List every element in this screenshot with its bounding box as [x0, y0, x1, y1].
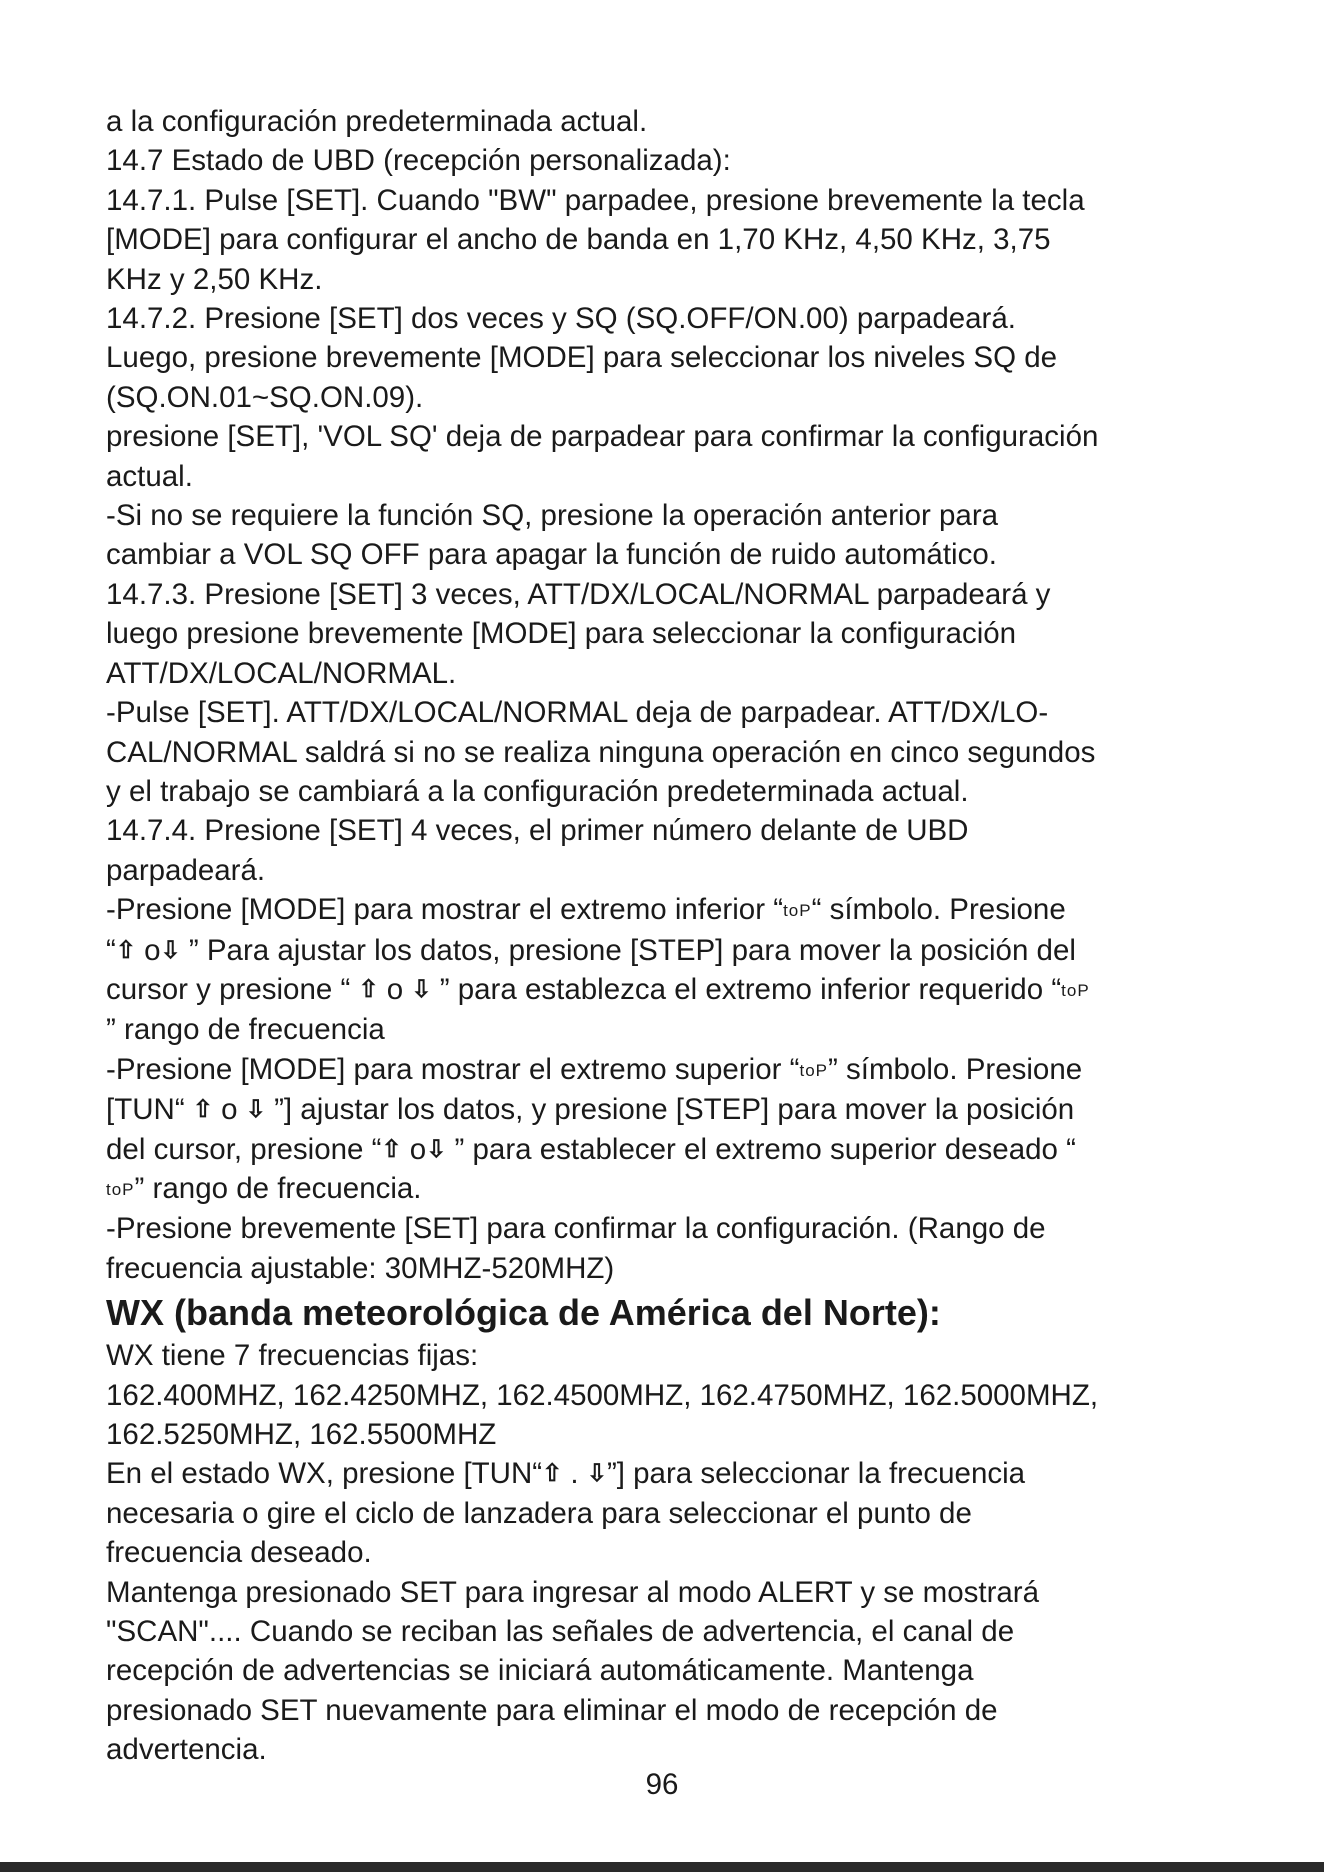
text-span: En el estado WX, presione [TUN“	[106, 1457, 543, 1491]
text-span: -Presione [MODE] para mostrar el extremo inferior “	[106, 893, 784, 927]
text-span: “ símbolo. Presione	[811, 893, 1066, 927]
text-line: -Presione brevemente [SET] para confirmar la configuración. (Rango de	[106, 1212, 1046, 1246]
text-span: ” símbolo. Presione	[828, 1052, 1083, 1086]
down-arrow-icon: ⇩	[411, 975, 432, 1003]
text-span: ” rango de frecuencia.	[134, 1171, 422, 1205]
text-span: ”] para seleccionar la frecuencia	[606, 1457, 1026, 1491]
text-line: advertencia.	[106, 1733, 267, 1767]
text-line: a la configuración predeterminada actual.	[106, 105, 648, 138]
text-span: o	[378, 972, 412, 1006]
up-arrow-icon: ⇧	[542, 1460, 563, 1488]
text-line: parpadeará.	[106, 853, 266, 887]
text-line: necesaria o gire el ciclo de lanzadera para seleccionar el punto de	[106, 1496, 972, 1530]
text-line: actual.	[106, 459, 193, 493]
intro-section	[106, 102, 1256, 890]
text-span: del cursor, presione “	[106, 1132, 382, 1166]
text-line	[106, 1010, 1256, 1049]
text-line: frecuencia deseado.	[106, 1536, 372, 1570]
wx-body	[106, 1494, 1256, 1770]
text-line: presione [SET], 'VOL SQ' deja de parpadear para confirmar la configuración	[106, 420, 1099, 454]
text-span: cursor y presione “	[106, 972, 359, 1006]
section-heading: WX (banda meteorológica de América del Norte):	[106, 1292, 941, 1334]
text-span: ”] ajustar los datos, y presione [STEP] para mover la posición	[265, 1093, 1075, 1127]
text-span: o	[212, 1093, 246, 1127]
text-line: ATT/DX/LOCAL/NORMAL.	[106, 656, 457, 690]
frequency-list: 162.400MHZ, 162.4250MHZ, 162.4500MHZ, 162.4750MHZ, 162.5000MHZ,	[106, 1378, 1099, 1412]
text-line: presionado SET nuevamente para eliminar el modo de recepción de	[106, 1693, 998, 1727]
text-line: 14.7.2. Presione [SET] dos veces y SQ (SQ.OFF/ON.00) parpadeará.	[106, 302, 1016, 336]
text-line	[106, 1454, 1256, 1493]
text-line: -Pulse [SET]. ATT/DX/LOCAL/NORMAL deja de parpadear. ATT/DX/LO-	[106, 696, 1049, 730]
text-line: recepción de advertencias se iniciará automáticamente. Mantenga	[106, 1654, 974, 1688]
text-span: ” para establecer el extremo superior deseado “	[446, 1132, 1076, 1166]
text-line: 14.7.3. Presione [SET] 3 veces, ATT/DX/LOCAL/NORMAL parpadeará y	[106, 577, 1051, 611]
text-line: [MODE] para configurar el ancho de banda en 1,70 KHz, 4,50 KHz, 3,75	[106, 223, 1051, 257]
text-line	[106, 1090, 1256, 1129]
frequency-list: 162.5250MHZ, 162.5500MHZ	[106, 1418, 497, 1451]
up-arrow-icon: ⇧	[192, 1096, 213, 1124]
seven-segment-top-symbol: toP	[106, 1179, 135, 1199]
text-span: [TUN“	[106, 1093, 193, 1127]
seven-segment-top-symbol: toP	[799, 1060, 828, 1080]
text-line: WX tiene 7 frecuencias fijas:	[106, 1339, 479, 1373]
up-arrow-icon: ⇧	[115, 936, 136, 964]
text-line: "SCAN".... Cuando se reciban las señales de advertencia, el canal de	[106, 1615, 1015, 1649]
bottom-divider	[0, 1862, 1324, 1872]
text-line	[106, 1050, 1256, 1090]
text-line: frecuencia ajustable: 30MHZ-520MHZ)	[106, 1251, 615, 1285]
page-number: 96	[645, 1768, 679, 1801]
up-arrow-icon: ⇧	[381, 1135, 402, 1163]
text-line	[106, 1130, 1256, 1169]
text-line	[106, 890, 1256, 930]
text-span: .	[562, 1457, 587, 1491]
text-line: Mantenga presionado SET para ingresar al modo ALERT y se mostrará	[106, 1575, 1040, 1609]
seven-segment-top-symbol: toP	[1061, 980, 1090, 1000]
down-arrow-icon: ⇩	[426, 1135, 447, 1163]
text-span: o	[135, 933, 161, 967]
down-arrow-icon: ⇩	[245, 1096, 266, 1124]
text-span: ” para establezca el extremo inferior requerido “	[431, 972, 1062, 1006]
text-line: 14.7 Estado de UBD (recepción personalizada):	[106, 144, 731, 178]
text-line: (SQ.ON.01~SQ.ON.09).	[106, 380, 424, 414]
text-span: ” Para ajustar los datos, presione [STEP] para mover la posición del	[180, 933, 1076, 967]
down-arrow-icon: ⇩	[586, 1460, 607, 1488]
text-line: y el trabajo se cambiará a la configuración predeterminada actual.	[106, 774, 969, 808]
text-line	[106, 931, 1256, 970]
manual-page	[106, 102, 1256, 1770]
text-line	[106, 970, 1256, 1010]
text-span: “	[106, 933, 116, 967]
text-line: 14.7.4. Presione [SET] 4 veces, el primer número delante de UBD	[106, 814, 969, 848]
text-span: o	[401, 1132, 427, 1166]
text-line	[106, 1169, 1256, 1209]
text-line: luego presione brevemente [MODE] para seleccionar la configuración	[106, 617, 1017, 651]
text-line: CAL/NORMAL saldrá si no se realiza ninguna operación en cinco segundos	[106, 735, 1096, 769]
text-line: Luego, presione brevemente [MODE] para seleccionar los niveles SQ de	[106, 341, 1058, 375]
text-line: 14.7.1. Pulse [SET]. Cuando "BW" parpadee, presione brevemente la tecla	[106, 183, 1085, 217]
seven-segment-top-symbol: toP	[783, 901, 812, 921]
down-arrow-icon: ⇩	[160, 936, 181, 964]
text-span: -Presione [MODE] para mostrar el extremo superior “	[106, 1052, 800, 1086]
up-arrow-icon: ⇧	[358, 975, 379, 1003]
text-line: cambiar a VOL SQ OFF para apagar la función de ruido automático.	[106, 538, 997, 572]
text-line: KHz y 2,50 KHz.	[106, 262, 323, 296]
text-line: -Si no se requiere la función SQ, presione la operación anterior para	[106, 499, 999, 533]
text-span: ” rango de frecuencia	[106, 1013, 385, 1047]
